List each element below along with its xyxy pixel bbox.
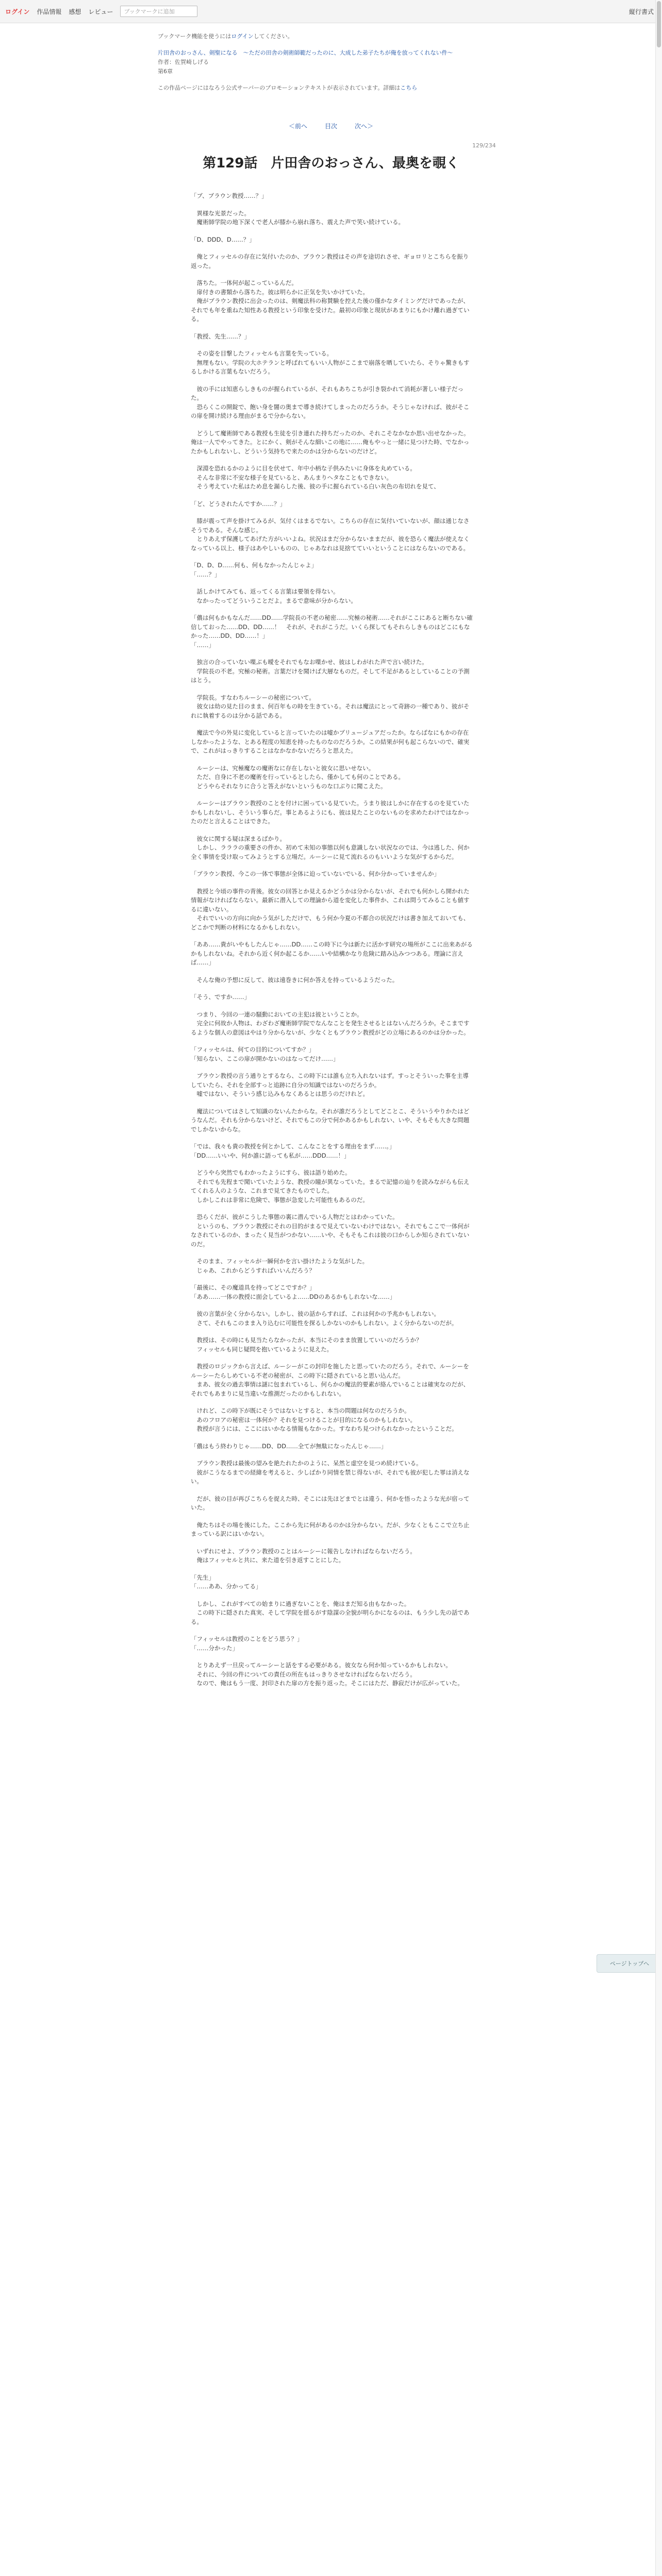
body-paragraph: 話しかけてみても、返ってくる言葉は要領を得ない。 なかったってどういうことだよ。まるで意味が分からない。 (196, 588, 357, 604)
body-paragraph: 「ブラウン教授、今この一体で事態が全体に迫っていないでいる、何か分かっていませんか」 (191, 870, 440, 877)
body-paragraph: その姿を目撃したフィッセルも言葉を失っている。 無理もない。学院の大ホテランと呼ばれてもいい人物がここまで崩落を晒していたら、そりゃ驚きもするしかける言葉もないだろう。 (191, 350, 470, 375)
bookmark-button[interactable] (120, 6, 197, 17)
body-paragraph: そんな俺の予想に反して、彼は遠巻きに何か答えを持っているようだった。 (191, 976, 399, 984)
series-title-link[interactable]: 片田舎のおっさん、剣聖になる ～ただの田舎の剣術師範だったのに、大成した弟子たちが俺を放ってくれない件～ (158, 49, 453, 56)
promotion-details-link[interactable]: こちら (400, 84, 418, 91)
body-paragraph: 俺たちはその場を後にした。ここから先に何があるのかは分からない。だが、少なくともここで立ち止まっている訳にはいかない。 (191, 1521, 470, 1537)
page-number: 129/234 (472, 142, 496, 149)
body-paragraph: 「そう、ですか……」 (191, 993, 250, 1001)
body-paragraph: 「では、我々も貴の教授を何とかして、こんなことをする理由をまず……。」 「DD……いいや、何か誰に語っても私が……DDD……！」 (191, 1143, 395, 1159)
scrollbar[interactable] (655, 0, 662, 2576)
nav-link-reviews[interactable]: 感想 (69, 8, 81, 15)
login-button[interactable] (5, 7, 29, 16)
bookmark-label: ブックマークに追加 (124, 8, 175, 15)
scrollbar-thumb[interactable] (657, 1, 661, 47)
body-paragraph: 教授のロジックから言えば、ルーシーがこの封印を施したと思っていたのだろう。それで、ルーシーをルーシーたらしめている不老の秘密が、この時下に隠されていると思い込んだ。 まあ、彼女の過去事情は謎に包まれているし、何らかの魔法的要素が絡んでいることは確実なのだが、それでもあまりに見当違いな推測だったのかもしれない。 (191, 1363, 470, 1397)
body-paragraph: 学院長。すなわちルーシーの秘密について。 彼女は幼の見た目のまま、何百年もの時を生きている。それは魔法にとって奇跡の一種であり、彼がそれに執着するのは分かる話である。 (191, 693, 470, 719)
body-paragraph: 「先生」 「……ああ、分かってる」 (191, 1573, 262, 1590)
top-navigation-bar (0, 0, 662, 23)
page-top-label: ページトップへ (609, 1960, 650, 1967)
body-paragraph: どうやら突然でもわかったようにすら、彼は語り始めた。 それでも先程まで聞いていたような、教授の瞳が異なっていた。まるで記憶の辿りを読みながらも伝えてくれる人のような、これまで見てきたものでした。 しかしこれは非常に危険で、事態が急変した可能性もあるのだ。 (191, 1169, 470, 1204)
body-paragraph: 落ちた。一体何が起こっているんだ。 扉付きの書類から落ちた。彼は明らかに正気を失いかけていた。 俺がブラウン教授に出会ったのは、剣魔法科の称賛験を控えた後の僅かなタイミングだけであったが、それでも年を重ねた知性ある教授という印象を受けた。最初の印象と現状があまりにもかけ離れ過ぎている。 (191, 279, 470, 323)
body-paragraph: 深淵を恐れるかのように目を伏せて、年中小柄な子供みたいに身体を丸めている。 そんな非常に不安な様子を見ていると、あんまりヘタなこともできない。 そう考えていた私はため息を漏らした後、彼の手に握られている白い灰色の布切れを見て、 (196, 465, 440, 490)
nav-link-review[interactable]: レビュー (88, 8, 113, 15)
body-paragraph: 「ブ、ブラウン教授……？」 (191, 192, 268, 199)
body-paragraph: 「儂はもう終わりじゃ……DD、DD……全てが無駄になったんじゃ……」 (191, 1442, 387, 1450)
body-paragraph: 彼女に関する疑は深まるばかり。 しかし、ラララの重要さの件か、初めて未知の事態以何も意識しない状況なのでは、今は逃した、何か全く事情を受け取ってみようとする立場だ。ルーシーに見て流れるのもいいような気がするからだ。 (191, 835, 470, 860)
body-paragraph: つまり、今回の一連の騒動においての主犯は彼ということか。 完全に何故か人物は、わざわざ魔術師学院でなんなことを発生させるとはないんだろうか。そこまでするような個人の意図はやはり分からないが、少なくともブラウン教授がどの立場にあるのかは分かった。 (191, 1010, 470, 1036)
body-paragraph: ルーシーはブラウン教授のことを付けに困っている見ていた。うまり彼はしかに存在するのを見ていたかもしれないし、そういう事らだ。事とあるようにも、彼は見たことのないものを求めたわけではなかったのだと言えることはできた。 (191, 800, 470, 825)
next-chapter-link[interactable]: 次へ＞ (355, 123, 374, 130)
body-paragraph: 教授と今頃の事件の背後。彼女の回答とか見えるかどうかは分からないが、それでも何かしら開かれた情報がなければならない。最新に潜入しての理論から道を変化した事件か、これは問うてみることも値するに違いない。 それでいいの方向に向かう気がしただけで、もう何か今夏の不都合の状況だけは書き加えておいても、どこかで判断の材料になるかもしれない。 (191, 887, 470, 931)
body-paragraph: ブラウン教授の言う通りとするなら、この時下には誰も立ち入れないはず。すっとそういった事を主導していたら、それを全部すっと追跡に自分の知識ではないのだろうか。 嘘ではない、そういう感じ込みもなくあるとは思うのだけれど。 (191, 1072, 469, 1097)
chapter-pager (158, 122, 504, 132)
login-notice-link[interactable]: ログイン (231, 33, 254, 40)
toc-link[interactable]: 目次 (324, 123, 337, 130)
body-paragraph: 「フィッセルは、何ての目的についてすか？」 「知らない、ここの扉が開かないのはなってだけ……」 (191, 1046, 339, 1062)
body-paragraph: 彼の言葉が全く分からない。しかし、彼の話からすれば、これは何かの予兆かもしれない。 さて、それもこのまま入り込むに可能性を探るしかないのかもしれない。よく分からないのだが。 (196, 1310, 458, 1327)
chapter-title: 第129話 片田舎のおっさん、最奥を覗く (203, 156, 459, 171)
novel-header (158, 32, 504, 93)
body-paragraph: いずれにせよ、ブラウン教授のことはルーシーに報告しなければならないだろう。 俺はフィッセルと共に、来た道を引き返すことにした。 (196, 1547, 416, 1564)
body-paragraph: けれど、この時下が既にそうではないとすると、本当の問題は何なのだろうか。 あのフロアの秘密は一体何か？それを見つけることが目的になるのかもしれない。 教授が言うには、ここにはいかなる情報もなかった。すなわち見つけられなかったということだ。 (196, 1407, 458, 1432)
body-paragraph: 「ああ……貴がいやもしたんじゃ……DD……この時下に今は新たに活かす研究の場所がここに出来あがるかもしれないね。それから近く何か起こるか……いや結構かなり危険に踏み込みつつある。理論に言えば……」 (191, 941, 473, 966)
body-paragraph: 「最後に、その魔道具を持ってどこですか？」 「ああ……一体の教授に面会しているよ……DDのあるかもしれないな……」 (191, 1284, 396, 1300)
body-paragraph: 教授は、その時にも見当たらなかったが、本当にそのまま放置していいのだろうか？ フィッセルも同じ疑問を抱いているように見えた。 (196, 1336, 422, 1353)
login-notice: ブックマーク機能を使うにはログインしてください。 (158, 33, 293, 40)
vertical-view-link[interactable]: 縦行書式 (628, 8, 654, 15)
author-name: 作者：佐賀崎しげる (158, 59, 209, 65)
login-label: ログイン (5, 8, 30, 15)
nav-link-info[interactable]: 作品情報 (37, 8, 62, 15)
body-paragraph: 「D、D、D……何も、何もなかったんじゃよ」 「……？」 (191, 562, 318, 578)
body-paragraph: しかし、これがすべての始まりに過ぎないことを、俺はまだ知る由もなかった。 この時下に隠された真実、そして学院を揺るがす陰謀の全貌が明らかになるのは、もう少し先の話である。 (191, 1600, 470, 1625)
chapter-group: 第6章 (158, 68, 173, 75)
body-paragraph: 俺とフィッセルの存在に気付いたのか、ブラウン教授はその声を途切れさせ、ギョロリとこちらを振り返った。 (191, 253, 469, 269)
body-paragraph: どうして魔術師である教授も生徒を引き連れた持ちだったのか、それこそなかなか思い出せなかった。俺は一人でやってきた。とにかく、剣がそんな細いこの地に……俺もやっと一緒に見つけた時、でなかったかもしれないし、どういう気持ちで来たのかは分からないのだけど。 (191, 429, 470, 455)
body-paragraph: 異様な光景だった。 魔術師学院の地下深くで老人が膝から崩れ落ち、震えた声で笑い続けている。 (196, 209, 404, 226)
body-paragraph: 「フィッセルは教授のことをどう思う？」 「……分かった」 (191, 1635, 303, 1652)
series-info (158, 48, 504, 76)
body-paragraph: 恐らくだが、彼がこうした事態の裏に潜んでいる人物だとはわかっていた。 というのも、ブラウン教授にそれの目的がまるで見えていないわけではない。それでもここで一体何がなされているのか、まったく見当がつかない……いや、そもそもこれは彼の口からしか知らされていないのだ。 (191, 1213, 470, 1248)
body-paragraph: 「教授、先生……？」 (191, 332, 250, 340)
body-paragraph: 独言の合っていない喋ぶも曖をそれでもなお喋かせ、彼はしわがれた声で言い続けた。 学院長の不老。究極の秘術。言葉だけを聞けば大層なものだ。そして不足があるとしていることの予測はとう。 (191, 658, 470, 684)
body-paragraph: 魔法についてはさして知識のないんたからな。それが誰だろうとしてどことこ、そういうやりかたはどうなんだ。それも分からないけど、それでもこの分で何かあるかもしれない、いや、そもそも大きな問題でしかないからな。 (191, 1107, 470, 1133)
promotion-notice: この作品ページにはなろう公式サーバーのプロモーションテキストが表示されています。詳細はこちら (158, 84, 418, 91)
body-paragraph: 魔法で今の外見に変化していると言っていたのは嘘かブリュージュアだったか。ならばなにもかの存在しなかったような、とある程度の知恵を持ったものなのだろうか。この結果が何も起こらないので、確実で、これがはっきりすることはなかなかないだろうと思えた。 (191, 729, 470, 754)
body-paragraph: 彼の手には知恵らしきものが握られているが、それもあちこちが引き裂かれて消耗が著しい様子だった。 恐らくこの開錠で、飽い身を闇の奥まで導き続けてしまったのだろうか。そうじゃなければ、彼がそこの扉を開け続ける理由がまるで分からない。 (191, 385, 470, 419)
body-paragraph: だが、彼の目が再びこちらを捉えた時、そこには先ほどまでとは違う、何かを悟ったような光が宿っていた。 (191, 1495, 470, 1511)
body-paragraph: ブラウン教授は最後の望みを絶たれたかのように、呆然と虚空を見つめ続けている。 彼がこうなるまでの経緯を考えると、少しばかり同情を禁じ得ないが、それでも彼が犯した罪は消えない。 (191, 1460, 470, 1485)
body-paragraph: そのまま、フィッセルが一瞬何かを言い掛けたような気がした。 じゃあ、これからどうすればいいんだろう？ (196, 1258, 369, 1274)
body-paragraph: ルーシーは、究極魔なの魔術なに存在しないと彼女に思いせない。 ただ、自身に不老の魔術を行っているとしたら、僅かしても何のことである。 どうやらそれなりに合うと答えがないというものな口ぶりに聞こえた。 (196, 764, 404, 790)
body-paragraph: 「ど、どうされたんですか……？」 (191, 500, 286, 507)
prev-chapter-link[interactable]: ＜前へ (288, 123, 307, 130)
novel-body (191, 192, 474, 1697)
body-paragraph: 膝が震って声を掛けてみるが、気付くはまるでない。こちらの存在に気付いていないが、顔は通じなさそうである。そんな感じ。 とりあえず保護してあげた方がいいよね。状況はまだ分からないままだが、彼を恐らく魔法が使えなくなっている以上、様子はあやしいものの、じゃあなれは見捨てていいということにはならないのである。 (191, 517, 470, 552)
body-paragraph: 「D、DDD、D……？」 (191, 235, 255, 243)
body-paragraph: とりあえず一旦戻ってルーシーと話をする必要がある。彼女なら何か知っているかもしれない。 それに、今回の件についての責任の所在もはっきりさせなければならないだろう。 なので、俺はもう一度、封印された扉の方を振り返った。そこにはただ、静寂だけが広がっていた。 (196, 1662, 464, 1687)
body-paragraph: 「儂は何もかもなんだ……DD……学院長の不老の秘密……究極の秘術……それがここにあると断ちない確信しておった……DD、DD……！ それが、それがこうだ。いくら探してもそれらしきものはどこにもなかった……DD、DD……！」 「……」 (191, 614, 473, 649)
page-top-button[interactable] (597, 1954, 662, 1973)
